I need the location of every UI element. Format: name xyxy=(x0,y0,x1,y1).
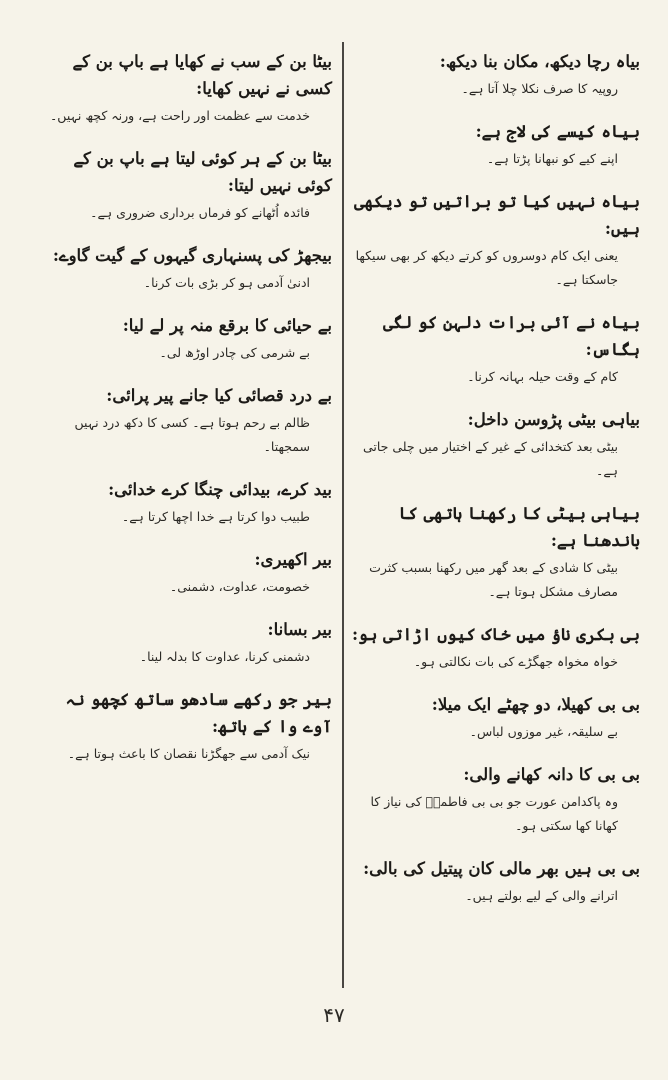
dictionary-entry xyxy=(350,761,640,838)
entry-headword: بی بی کھیلا، دو چھٹے ایک میلا: xyxy=(431,695,640,714)
dictionary-entry xyxy=(350,406,640,483)
dictionary-entry xyxy=(350,691,640,744)
entry-headword: بیر جو رکھے سادھو ساتھ کچھو نہ آوے وا کے ہاتھ: xyxy=(65,690,332,736)
entry-headword: بیاہ نے آئی برات دلہن کو لگی ہگاس: xyxy=(383,313,640,359)
entry-meaning: بیٹی بعد کتخدائی کے غیر کے اختیار میں چلی جاتی ہے۔ xyxy=(362,439,618,478)
entry-headword: بے حیائی کا برقع منہ پر لے لیا: xyxy=(122,316,332,335)
dictionary-entry xyxy=(50,382,332,459)
entry-meaning: کام کے وقت حیلہ بہانہ کرنا۔ xyxy=(467,369,618,384)
entry-headword: بید کرے، بیدائی چنگا کرے خدائی: xyxy=(108,480,332,499)
entry-meaning: خواہ مخواہ جھگڑے کی بات نکالتی ہو۔ xyxy=(413,654,618,669)
dictionary-entry xyxy=(50,616,332,669)
column-divider xyxy=(342,42,344,988)
entry-headword: بے درد قصائی کیا جانے پیر پرائی: xyxy=(106,386,332,405)
dictionary-entry xyxy=(350,855,640,908)
entry-meaning: بے سلیقہ، غیر موزوں لباس۔ xyxy=(469,724,618,739)
entry-headword: بیاہ کیسے کی لاج ہے: xyxy=(475,122,640,141)
right-column xyxy=(350,48,640,985)
entry-headword: بیاہ رچا دیکھ، مکان بنا دیکھ: xyxy=(439,52,640,71)
dictionary-entry xyxy=(350,309,640,389)
entry-headword: بیاہ نہیں کیا تو براتیں تو دیکھی ہیں: xyxy=(354,192,640,238)
entry-headword: بی بی ہیں بھر مالی کان پیتیل کی بالی: xyxy=(363,859,640,878)
entry-meaning: ادنیٰ آدمی ہو کر بڑی بات کرنا۔ xyxy=(143,275,310,290)
entry-headword: بیٹا بن کے ہر کوئی لیتا ہے باپ بن کے کوئی نہیں لیتا: xyxy=(73,149,332,195)
entry-meaning: خصومت، عداوت، دشمنی۔ xyxy=(169,579,310,594)
dictionary-entry xyxy=(50,242,332,295)
dictionary-entry xyxy=(50,476,332,529)
entry-headword: بی بی کا دانہ کھانے والی: xyxy=(463,765,640,784)
entry-meaning: روپیہ کا صرف نکلا چلا آتا ہے۔ xyxy=(461,81,618,96)
entry-meaning: دشمنی کرنا، عداوت کا بدلہ لینا۔ xyxy=(139,649,310,664)
entry-meaning: نیک آدمی سے جھگڑنا نقصان کا باعث ہوتا ہے۔ xyxy=(67,746,310,761)
dictionary-entry xyxy=(50,312,332,365)
left-column xyxy=(50,48,332,985)
dictionary-entry xyxy=(350,118,640,171)
entry-meaning: وہ پاکدامن عورت جو بی بی فاطمہؓ کی نیاز کا کھانا کھا سکتی ہو۔ xyxy=(370,794,618,833)
page-number: ۴۷ xyxy=(323,1003,345,1027)
dictionary-entry xyxy=(350,621,640,674)
entry-headword: بیٹا بن کے سب نے کھایا ہے باپ بن کے کسی نے نہیں کھایا: xyxy=(72,52,332,98)
dictionary-entry xyxy=(350,188,640,292)
dictionary-entry xyxy=(50,145,332,225)
dictionary-entry xyxy=(350,500,640,604)
entry-headword: بیاہی بیٹی کا رکھنا ہاتھی کا باندھنا ہے: xyxy=(398,504,640,550)
entry-meaning: فائدہ اُٹھانے کو فرماں برداری ضروری ہے۔ xyxy=(90,205,310,220)
entry-meaning: یعنی ایک کام دوسروں کو کرتے دیکھ کر بھی سیکھا جاسکتا ہے۔ xyxy=(355,248,618,287)
entry-meaning: اترانے والی کے لیے بولتے ہیں۔ xyxy=(465,888,618,903)
dictionary-entry xyxy=(50,48,332,128)
dictionary-entry xyxy=(50,546,332,599)
entry-headword: بیر اکھیری: xyxy=(254,550,332,569)
entry-headword: بیر بسانا: xyxy=(267,620,332,639)
dictionary-entry xyxy=(350,48,640,101)
entry-headword: بیجھڑ کی پسنہاری گیہوں کے گیت گاوے: xyxy=(52,246,332,265)
entry-meaning: بے شرمی کی چادر اوڑھ لی۔ xyxy=(159,345,310,360)
entry-meaning: طبیب دوا کرتا ہے خدا اچھا کرتا ہے۔ xyxy=(121,509,310,524)
entry-headword: بیاہی بیٹی پڑوسن داخل: xyxy=(467,410,640,429)
entry-meaning: خدمت سے عظمت اور راحت ہے، ورنہ کچھ نہیں۔ xyxy=(49,108,310,123)
entry-meaning: ظالم بے رحم ہوتا ہے۔ کسی کا دکھ درد نہیں سمجھتا۔ xyxy=(74,415,310,454)
entry-meaning: اپنے کیے کو نبھانا پڑتا ہے۔ xyxy=(486,151,618,166)
dictionary-entry xyxy=(50,686,332,766)
entry-headword: بی بکری ناؤ میں خاک کیوں اڑاتی ہو: xyxy=(351,625,640,644)
entry-meaning: بیٹی کا شادی کے بعد گھر میں رکھنا بسبب کثرت مصارف مشکل ہوتا ہے۔ xyxy=(369,560,618,599)
